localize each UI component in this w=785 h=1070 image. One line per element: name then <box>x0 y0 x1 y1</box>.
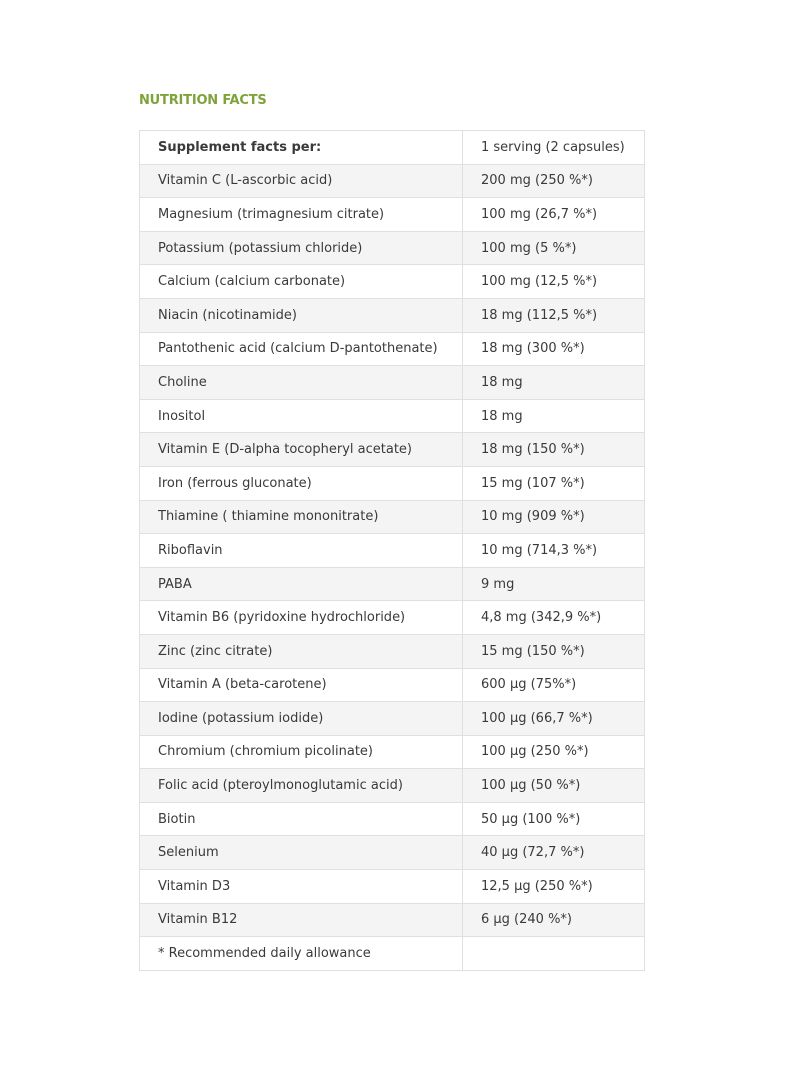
nutrient-amount-cell: 6 µg (240 %*) <box>463 903 645 937</box>
nutrient-amount-cell: 18 mg <box>463 366 645 400</box>
table-row <box>140 265 645 299</box>
footnote-empty-cell <box>463 937 645 971</box>
nutrient-amount-cell: 50 µg (100 %*) <box>463 802 645 836</box>
header-amount-cell: 1 serving (2 capsules) <box>463 131 645 165</box>
nutrient-amount-cell: 200 mg (250 %*) <box>463 164 645 198</box>
table-row <box>140 802 645 836</box>
nutrient-amount-cell: 18 mg <box>463 399 645 433</box>
table-row <box>140 198 645 232</box>
nutrient-amount-cell: 100 µg (66,7 %*) <box>463 702 645 736</box>
nutrient-amount-cell: 100 µg (250 %*) <box>463 735 645 769</box>
nutrient-name-cell: Pantothenic acid (calcium D-pantothenate) <box>140 332 463 366</box>
nutrient-amount-cell: 18 mg (150 %*) <box>463 433 645 467</box>
table-row <box>140 567 645 601</box>
table-row <box>140 399 645 433</box>
nutrient-name-cell: Magnesium (trimagnesium citrate) <box>140 198 463 232</box>
table-row <box>140 500 645 534</box>
nutrition-facts-table-body <box>140 131 645 971</box>
nutrient-amount-cell: 10 mg (714,3 %*) <box>463 534 645 568</box>
table-row <box>140 433 645 467</box>
table-row <box>140 903 645 937</box>
nutrient-name-cell: Vitamin B6 (pyridoxine hydrochloride) <box>140 601 463 635</box>
nutrient-amount-cell: 9 mg <box>463 567 645 601</box>
nutrient-name-cell: Folic acid (pteroylmonoglutamic acid) <box>140 769 463 803</box>
table-row <box>140 634 645 668</box>
table-row <box>140 534 645 568</box>
nutrient-name-cell: Choline <box>140 366 463 400</box>
nutrient-name-cell: Zinc (zinc citrate) <box>140 634 463 668</box>
footnote-row <box>140 937 645 971</box>
table-row <box>140 769 645 803</box>
nutrient-name-cell: Selenium <box>140 836 463 870</box>
table-row <box>140 231 645 265</box>
table-row <box>140 668 645 702</box>
table-row <box>140 836 645 870</box>
nutrition-facts-table <box>139 130 645 971</box>
nutrient-amount-cell: 12,5 µg (250 %*) <box>463 870 645 904</box>
nutrient-amount-cell: 100 µg (50 %*) <box>463 769 645 803</box>
table-row <box>140 366 645 400</box>
nutrient-amount-cell: 100 mg (26,7 %*) <box>463 198 645 232</box>
nutrient-name-cell: Inositol <box>140 399 463 433</box>
nutrient-amount-cell: 40 µg (72,7 %*) <box>463 836 645 870</box>
table-row <box>140 332 645 366</box>
nutrient-name-cell: Vitamin E (D-alpha tocopheryl acetate) <box>140 433 463 467</box>
nutrient-name-cell: Biotin <box>140 802 463 836</box>
footnote-cell: * Recommended daily allowance <box>140 937 463 971</box>
table-row <box>140 735 645 769</box>
nutrient-amount-cell: 18 mg (112,5 %*) <box>463 298 645 332</box>
table-row <box>140 870 645 904</box>
table-row <box>140 466 645 500</box>
nutrient-amount-cell: 15 mg (107 %*) <box>463 466 645 500</box>
table-row <box>140 601 645 635</box>
nutrient-name-cell: Iodine (potassium iodide) <box>140 702 463 736</box>
nutrient-name-cell: Niacin (nicotinamide) <box>140 298 463 332</box>
nutrient-amount-cell: 18 mg (300 %*) <box>463 332 645 366</box>
nutrient-name-cell: Iron (ferrous gluconate) <box>140 466 463 500</box>
table-header-row <box>140 131 645 165</box>
header-nutrient-cell: Supplement facts per: <box>140 131 463 165</box>
nutrient-name-cell: Calcium (calcium carbonate) <box>140 265 463 299</box>
nutrient-name-cell: Chromium (chromium picolinate) <box>140 735 463 769</box>
nutrient-name-cell: Vitamin C (L-ascorbic acid) <box>140 164 463 198</box>
nutrient-name-cell: Thiamine ( thiamine mononitrate) <box>140 500 463 534</box>
table-row <box>140 298 645 332</box>
nutrient-amount-cell: 600 µg (75%*) <box>463 668 645 702</box>
table-row <box>140 702 645 736</box>
section-title: NUTRITION FACTS <box>139 93 267 108</box>
nutrient-name-cell: Vitamin D3 <box>140 870 463 904</box>
nutrient-name-cell: Vitamin B12 <box>140 903 463 937</box>
nutrient-amount-cell: 4,8 mg (342,9 %*) <box>463 601 645 635</box>
nutrient-name-cell: Vitamin A (beta-carotene) <box>140 668 463 702</box>
nutrient-amount-cell: 100 mg (5 %*) <box>463 231 645 265</box>
nutrient-amount-cell: 100 mg (12,5 %*) <box>463 265 645 299</box>
nutrient-amount-cell: 10 mg (909 %*) <box>463 500 645 534</box>
nutrient-name-cell: PABA <box>140 567 463 601</box>
nutrient-name-cell: Potassium (potassium chloride) <box>140 231 463 265</box>
table-row <box>140 164 645 198</box>
nutrient-amount-cell: 15 mg (150 %*) <box>463 634 645 668</box>
nutrient-name-cell: Riboflavin <box>140 534 463 568</box>
